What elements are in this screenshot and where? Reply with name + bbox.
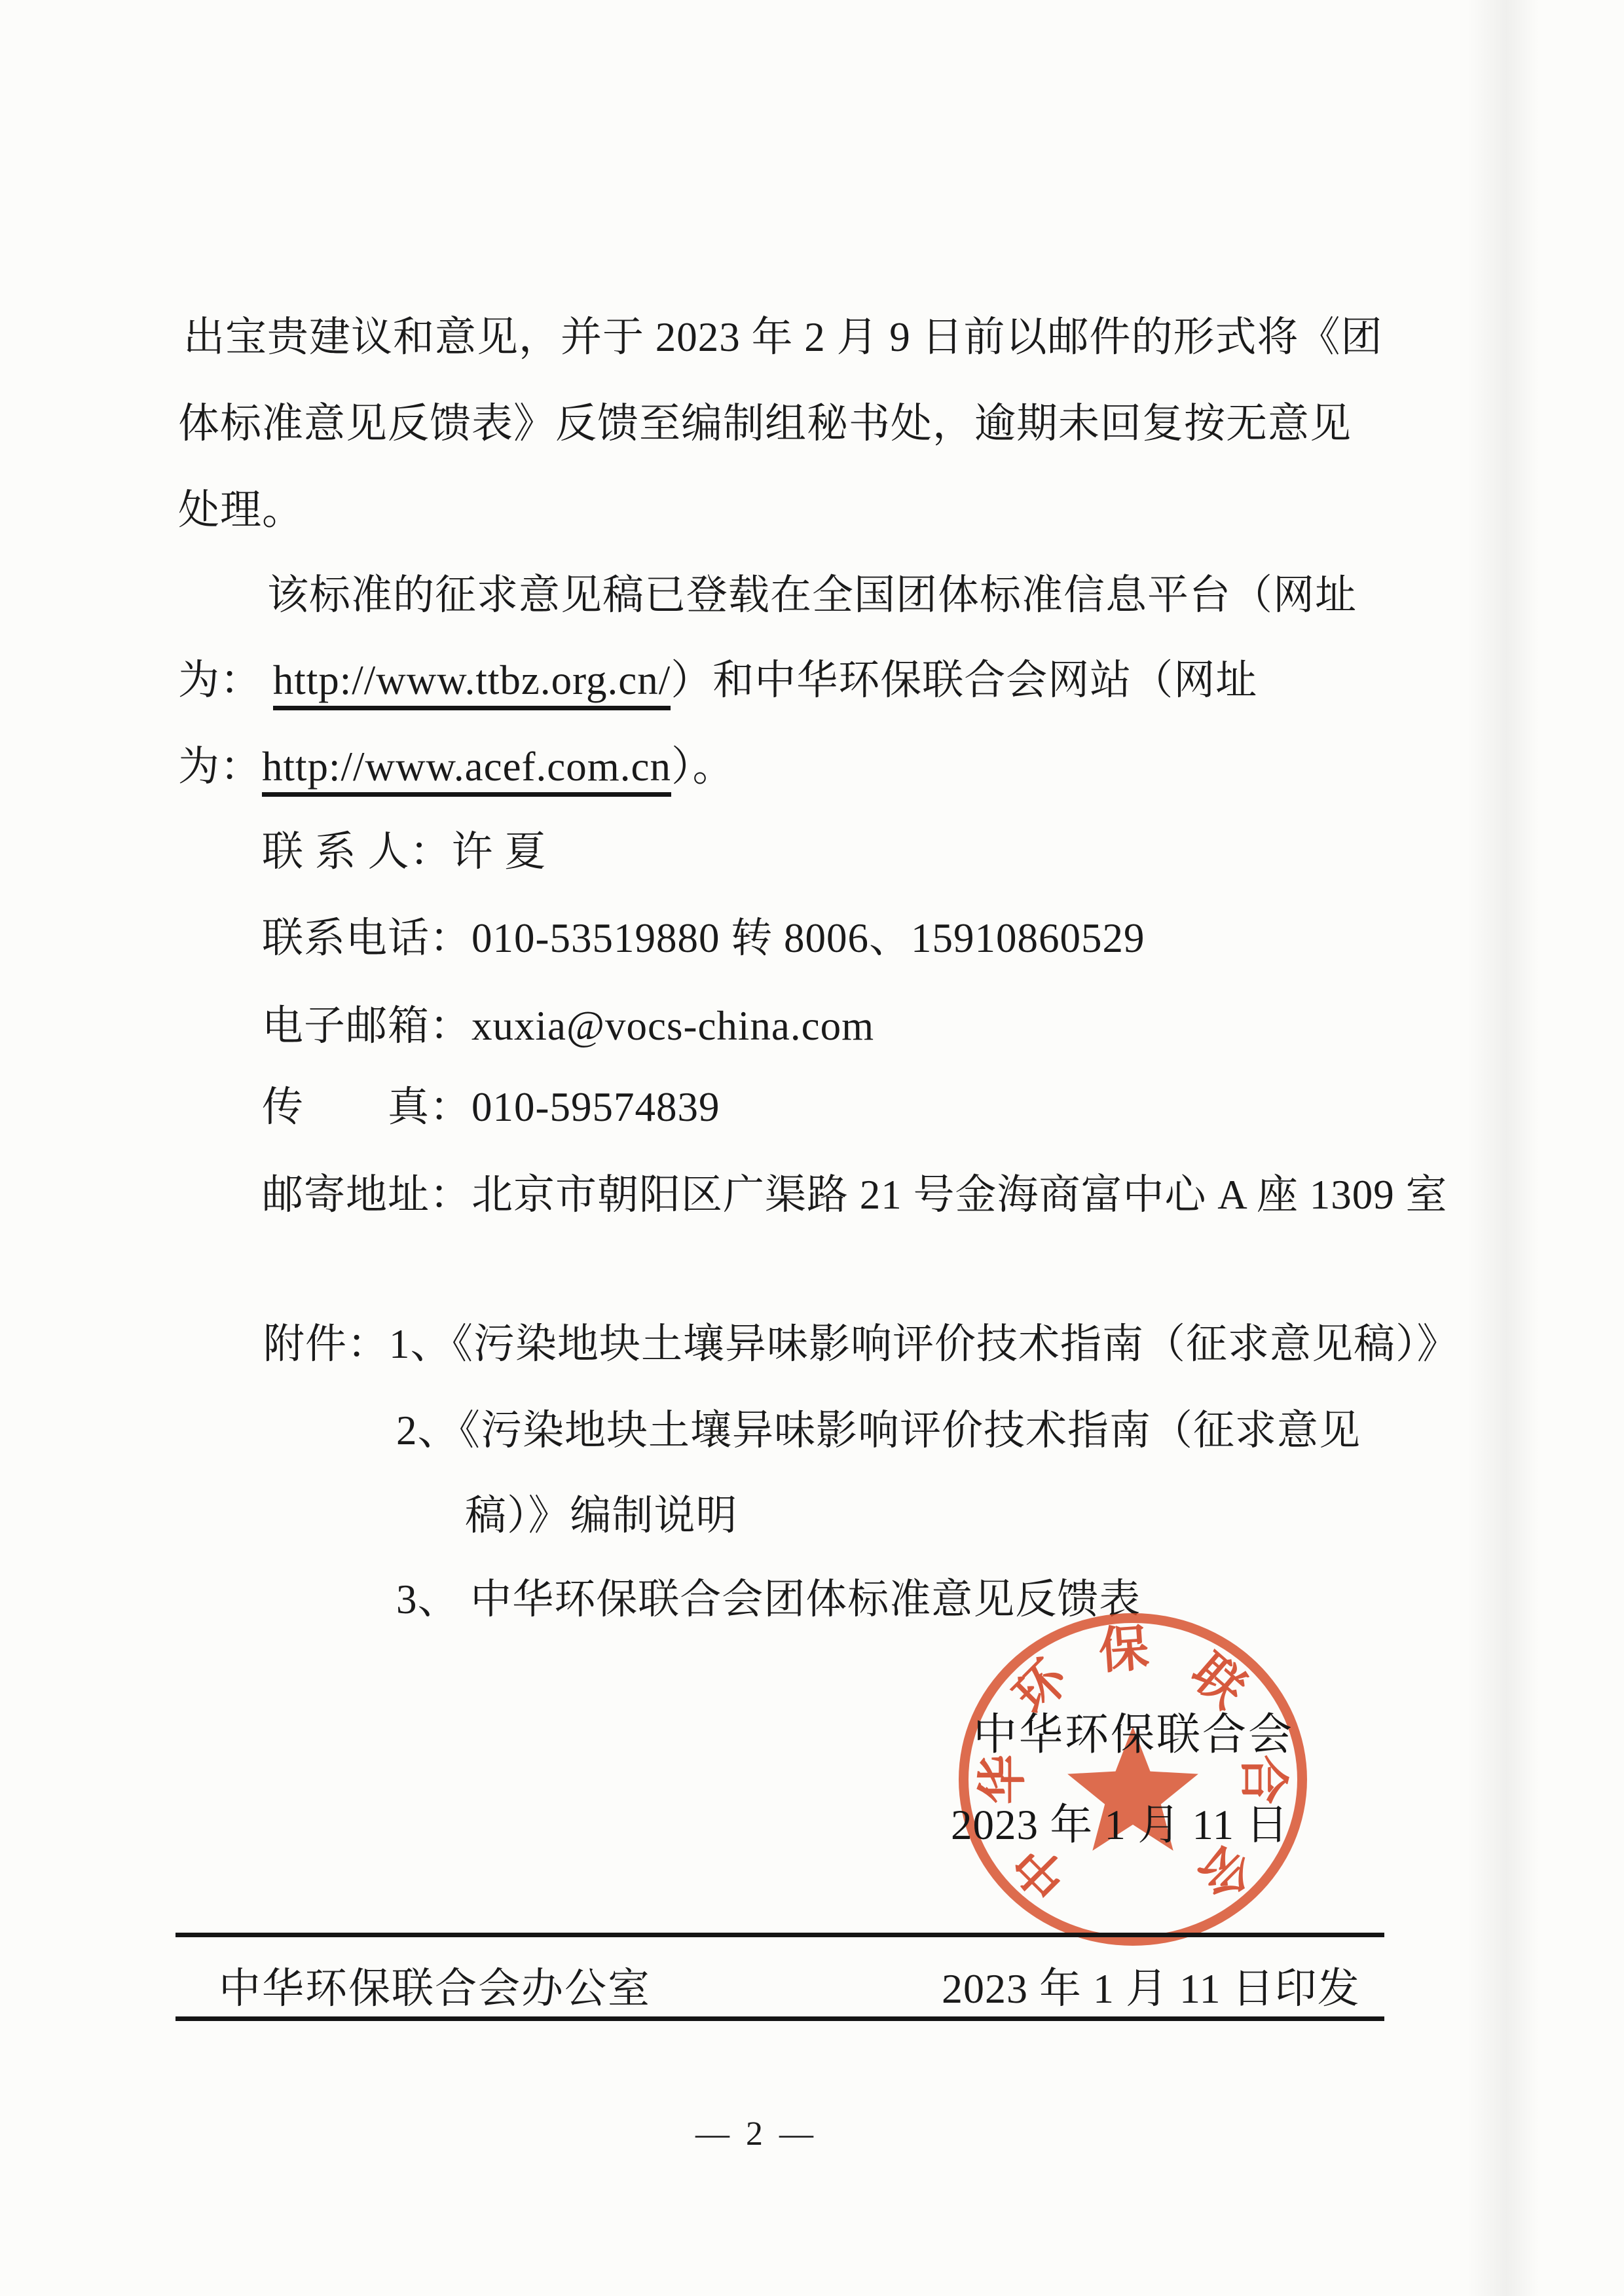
attachment-item-2-continuation: 稿）》编制说明 (465, 1493, 738, 1539)
seal-ring-char: 保 (1097, 1620, 1151, 1680)
url-acef: http://www.acef.com.cn (262, 744, 671, 797)
body-line: 体标准意见反馈表》反馈至编制组秘书处，逾期未回复按无意见 (178, 401, 1352, 446)
url-ttbz: http://www.ttbz.org.cn/ (273, 657, 671, 710)
contact-person-line: 联 系 人：许 夏 (262, 829, 547, 875)
body-line: 出宝贵建议和意见，并于 2023 年 2 月 9 日前以邮件的形式将《团 (183, 314, 1383, 360)
official-seal (959, 1613, 1307, 1946)
footer-issuing-office: 中华环保联合会办公室 (219, 1965, 651, 2012)
contact-address-line: 邮寄地址：北京市朝阳区广渠路 21 号金海商富中心 A 座 1309 室 (262, 1172, 1448, 1218)
body-line-indented: 该标准的征求意见稿已登载在全国团体标准信息平台（网址 (267, 572, 1357, 618)
page-number: — 2 — (695, 2115, 817, 2153)
body-line-with-url (178, 742, 734, 791)
url-suffix: ）。 (671, 744, 735, 790)
url-prefix: 为： (178, 744, 262, 790)
contact-email-line: 电子邮箱：xuxia@vocs-china.com (262, 1003, 875, 1049)
scan-artifact-band (1467, 0, 1539, 2296)
contact-phone-line: 联系电话：010-53519880 转 8006、15910860529 (262, 915, 1145, 961)
signature-organization: 中华环保联合会 (973, 1711, 1294, 1759)
attachment-item-1: 附件：1、《污染地块土壤异味影响评价技术指南（征求意见稿）》 (263, 1321, 1459, 1367)
seal-ring-char: 合 (1235, 1755, 1290, 1804)
url-suffix: ）和中华环保联合会网站（网址 (671, 657, 1258, 703)
attachment-item-2: 2、《污染地块土壤异味影响评价技术指南（征求意见 (396, 1408, 1361, 1453)
seal-ring-char: 中 (1004, 1834, 1079, 1908)
footer-print-date: 2023 年 1 月 11 日印发 (942, 1965, 1360, 2012)
body-line-with-url (178, 656, 1257, 704)
url-prefix: 为： (178, 657, 273, 703)
attachment-item-3: 3、 中华环保联合会团体标准意见反馈表 (396, 1576, 1141, 1622)
footer-rule-top (175, 1933, 1384, 1937)
seal-ring-char: 环 (1004, 1650, 1079, 1725)
signature-date: 2023 年 1 月 11 日 (951, 1802, 1289, 1849)
body-line: 处理。 (178, 487, 304, 533)
seal-ring-char: 会 (1187, 1834, 1262, 1908)
seal-ring-char: 华 (976, 1755, 1031, 1804)
seal-ring-char: 联 (1181, 1644, 1255, 1719)
footer-rule-bottom (175, 2016, 1384, 2021)
contact-fax-line: 传 真：010-59574839 (262, 1084, 720, 1130)
